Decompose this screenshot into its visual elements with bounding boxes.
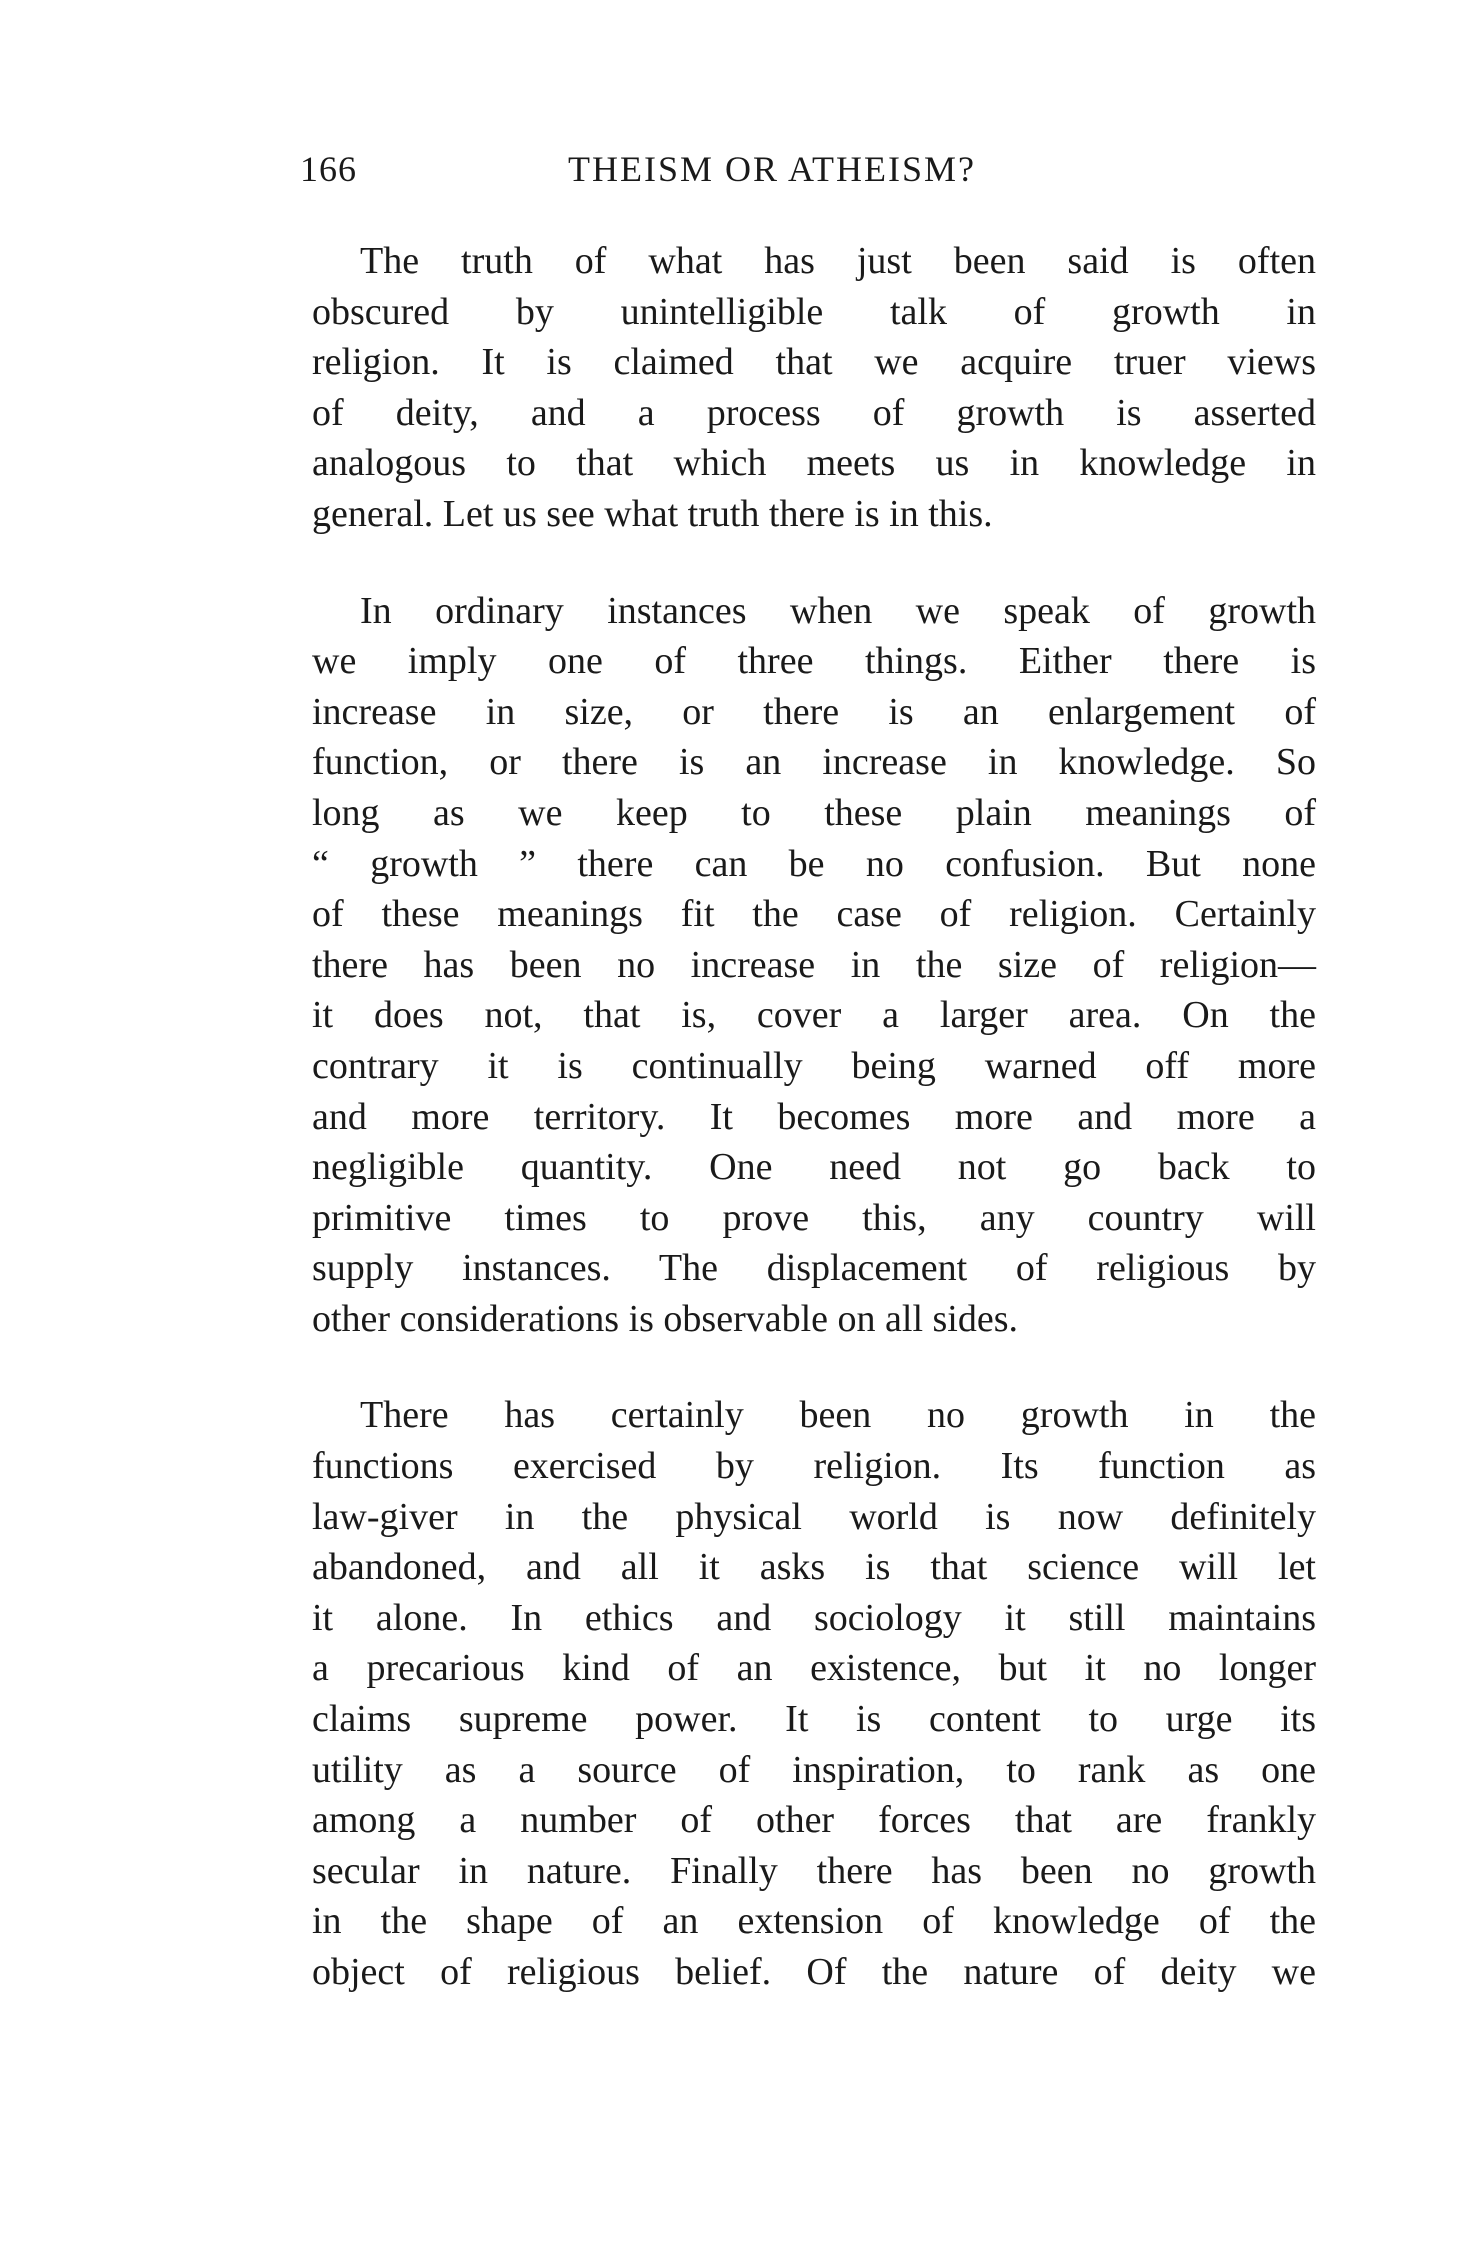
text-line: abandoned, and all it asks is that science will let xyxy=(312,1546,1316,1589)
paragraph-gap xyxy=(312,540,1316,586)
page-number: 166 xyxy=(300,149,357,189)
paragraph-2 xyxy=(312,586,1316,1345)
text-line: obscured by unintelligible talk of growth in xyxy=(312,290,1316,333)
text-line: long as we keep to these plain meanings of xyxy=(312,791,1316,834)
running-title: THEISM OR ATHEISM? xyxy=(568,149,977,189)
text-line: it alone. In ethics and sociology it still maintains xyxy=(312,1596,1316,1639)
text-line: there has been no increase in the size of religion— xyxy=(312,943,1316,986)
text-line: contrary it is continually being warned off more xyxy=(312,1044,1316,1087)
text-line: supply instances. The displacement of religious by xyxy=(312,1247,1316,1290)
body-text xyxy=(312,236,1316,1998)
text-line: law-giver in the physical world is now definitely xyxy=(312,1495,1316,1538)
text-line: In ordinary instances when we speak of growth xyxy=(360,589,1316,632)
paragraph-1 xyxy=(312,236,1316,540)
text-line: it does not, that is, cover a larger area. On the xyxy=(312,994,1316,1037)
text-line: functions exercised by religion. Its function as xyxy=(312,1445,1316,1488)
text-line: increase in size, or there is an enlargement of xyxy=(312,690,1316,733)
text-line: we imply one of three things. Either there is xyxy=(312,640,1316,683)
text-line: secular in nature. Finally there has been no growth xyxy=(312,1849,1316,1892)
text-line: of these meanings fit the case of religion. Certainly xyxy=(312,893,1316,936)
paragraph-gap xyxy=(312,1344,1316,1390)
text-line: religion. It is claimed that we acquire truer views xyxy=(312,341,1316,384)
text-line: and more territory. It becomes more and more a xyxy=(312,1095,1316,1138)
text-line: claims supreme power. It is content to urge its xyxy=(312,1698,1316,1741)
text-line: a precarious kind of an existence, but it no longer xyxy=(312,1647,1316,1690)
text-line: among a number of other forces that are frankly xyxy=(312,1799,1316,1842)
paragraph-3 xyxy=(312,1390,1316,1997)
text-line: utility as a source of inspiration, to rank as one xyxy=(312,1748,1316,1791)
text-line: object of religious belief. Of the nature of deity we xyxy=(312,1951,1316,1993)
text-line: primitive times to prove this, any country will xyxy=(312,1196,1316,1239)
text-line: The truth of what has just been said is often xyxy=(360,240,1316,282)
text-line: general. Let us see what truth there is in this. xyxy=(312,492,993,535)
text-line: “ growth ” there can be no confusion. But none xyxy=(312,842,1316,885)
text-line: other considerations is observable on all sides. xyxy=(312,1297,1019,1340)
text-line: analogous to that which meets us in knowledge in xyxy=(312,442,1316,485)
text-line: in the shape of an extension of knowledge of the xyxy=(312,1900,1316,1943)
text-line: function, or there is an increase in knowledge. So xyxy=(312,741,1316,784)
page-header xyxy=(300,148,1160,198)
text-line: negligible quantity. One need not go back to xyxy=(312,1146,1316,1189)
text-line: of deity, and a process of growth is asserted xyxy=(312,391,1316,434)
text-line: There has certainly been no growth in the xyxy=(360,1394,1316,1437)
